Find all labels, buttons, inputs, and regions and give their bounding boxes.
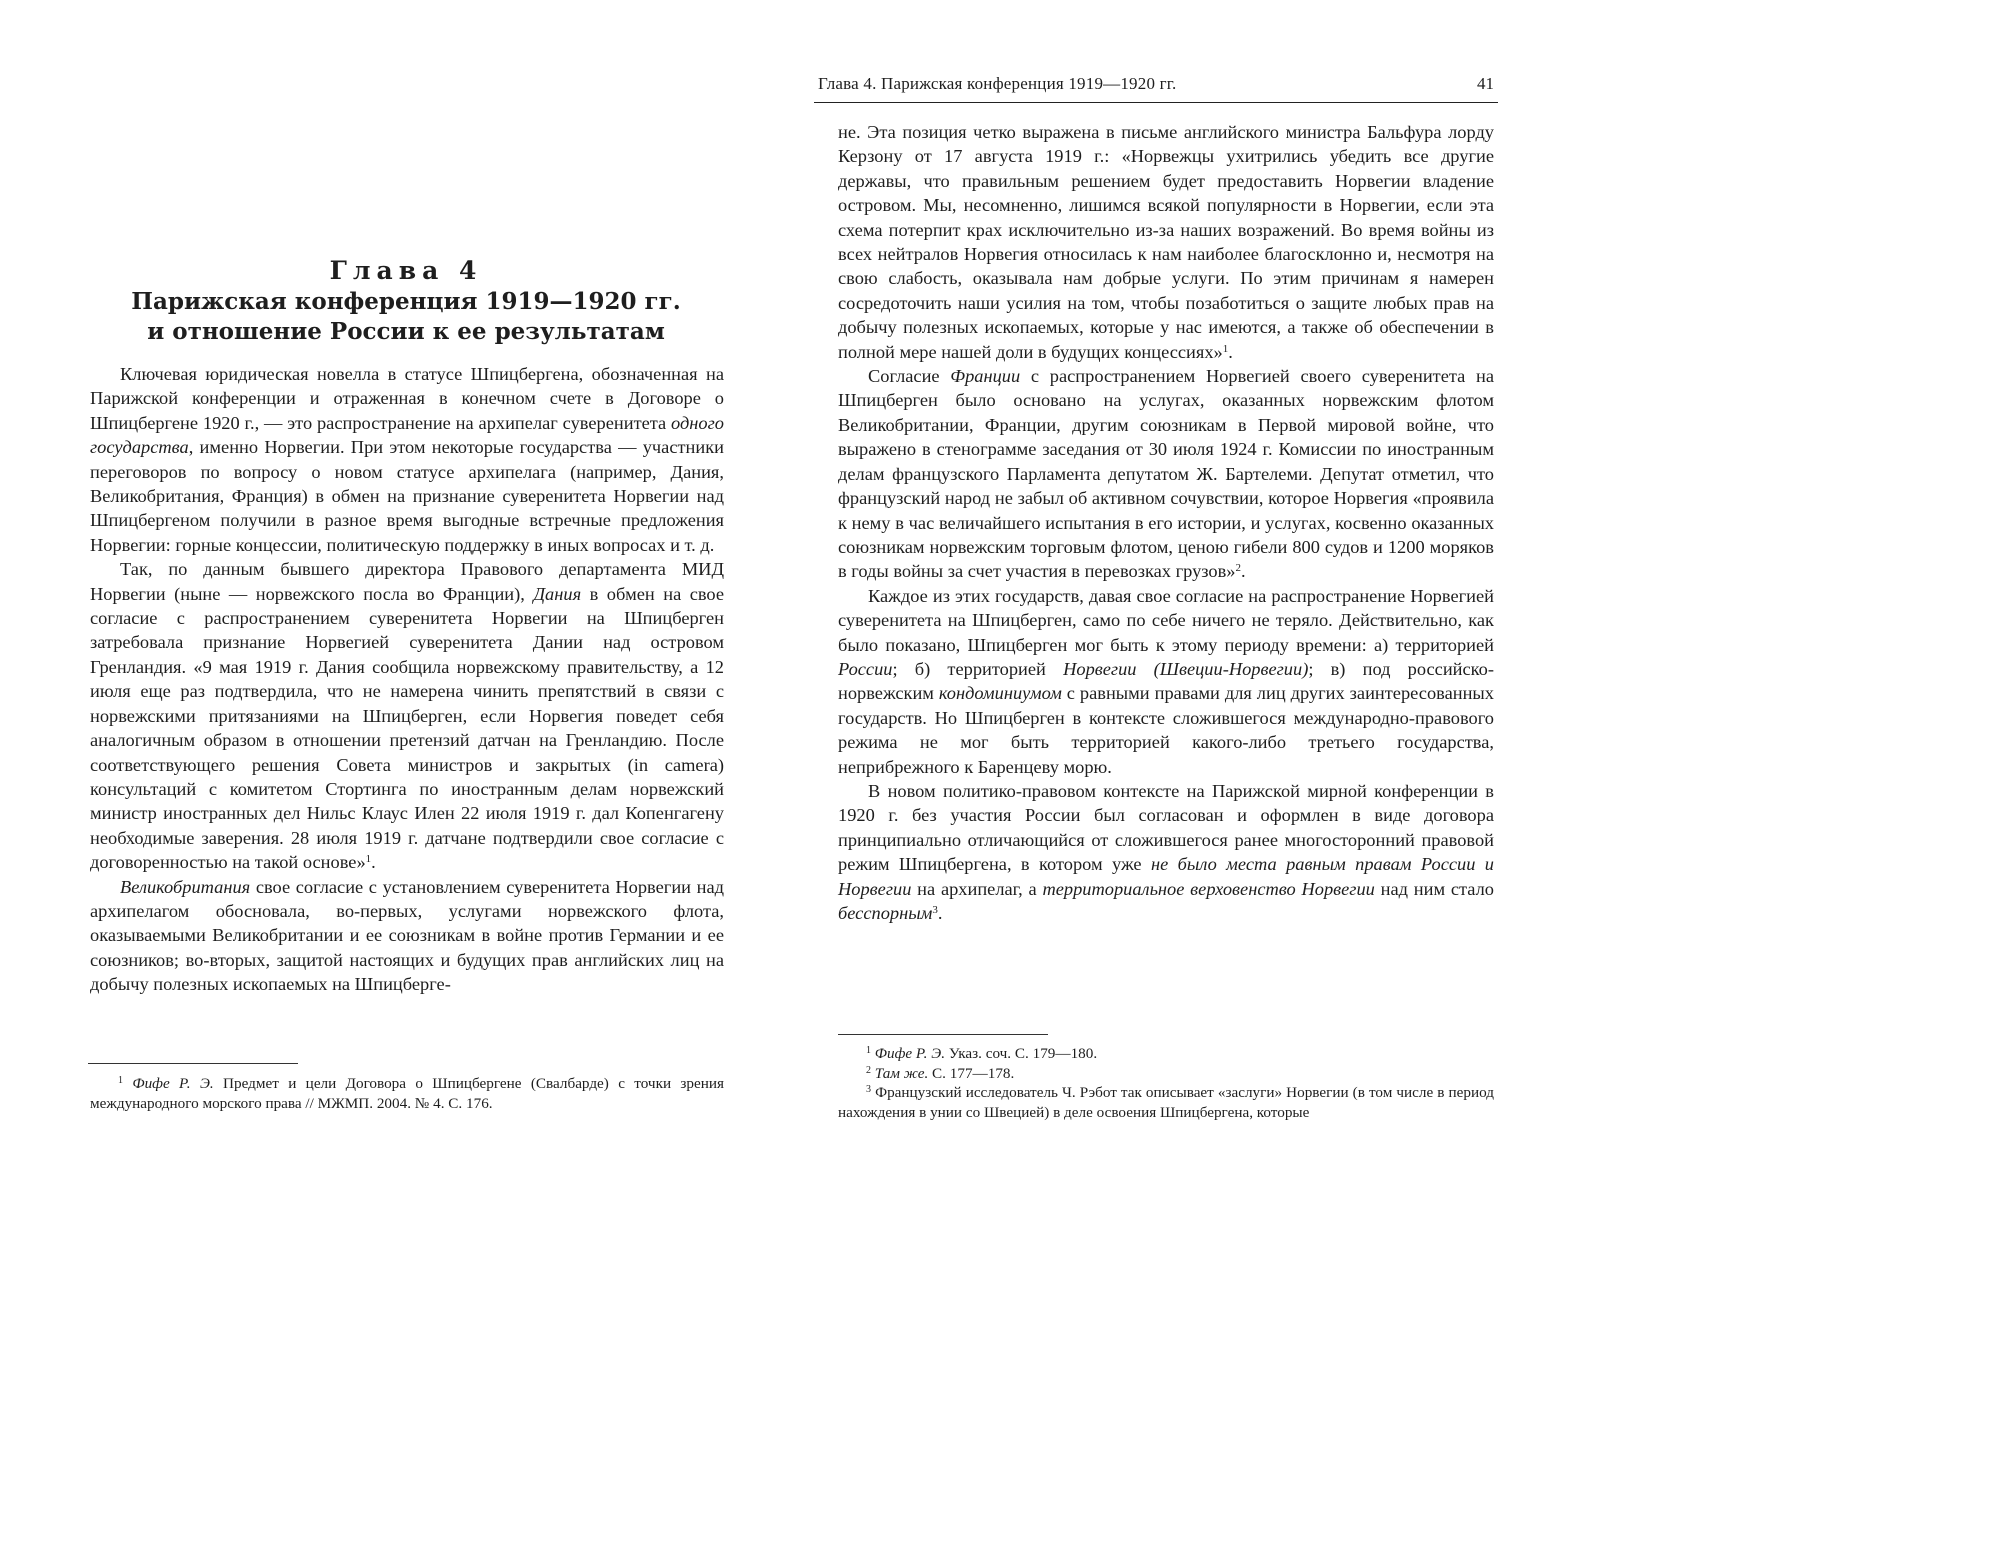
text: на архипелаг, а [911,878,1043,899]
text: Ключевая юридическая новелла в статусе Шпицбергена, обозначенная на Парижской конференции и отраженная в конечном счете в Договоре о Шпицбергене 1920 г., — это распространение на архипелаг суверенитета [90,364,724,433]
text: Указ. соч. С. 179—180. [945,1045,1098,1062]
text: . [371,852,376,873]
italic-text: не было места равным правам России и Норвегии [838,854,1494,899]
text: , именно Норвегии. При этом некоторые государства — участники переговоров по вопросу о новом статусе архипелага (например, Дания, Великобритания, Франция) в обмен на признание суверенитета Норвегии над Шпицбергеном получили в разное время выгодные встречные предложения Норвегии: горные концессии, политическую поддержку в иных вопросах и т. д. [90,437,724,555]
paragraph [838,779,1494,925]
footnote-number: 1 [118,1075,123,1086]
text: свое согласие с установлением суверенитета Норвегии над архипелагом обосновала, во-первых, услугами норвежского флота, оказываемыми Великобритании и ее союзникам в войне против Германии и ее союзников; во-вторых, защитой настоящих и будущих прав английских лиц на добычу полезных ископаемых на Шпицберге- [90,876,724,995]
right-footnotes [838,1044,1494,1122]
footnote-ref[interactable]: 2 [1235,562,1241,575]
text: С. 177—178. [928,1064,1015,1082]
italic-text: Фифе Р. Э. [132,1075,214,1092]
paragraph [90,875,724,997]
italic-text: Великобритания [120,876,251,897]
right-page [784,0,1568,1213]
text: Так, по данным бывшего директора Правового департамента МИД Норвегии (ныне — норвежского посла во Франции), [90,559,724,604]
text: . [937,903,943,923]
right-body-text [838,120,1494,925]
text: . [1228,341,1233,362]
text: с равными правами для лиц других заинтересованных государств. Но Шпицберген в контексте сложившегося международно-правового режима не мог быть территорией какого-либо третьего государства, неприбрежного к Баренцеву морю. [838,683,1494,777]
footnote-number: 1 [866,1045,871,1056]
text: в обмен на свое согласие с распространением суверенитета Норвегии на Шпицберген затребовала признание Норвегией суверенитета Дании над островом Гренландия. «9 мая 1919 г. Дания сообщила норвежскому правительству, а 12 июля еще раз подтвердила, что не намерена чинить препятствий в связи с норвежскими притязаниями на Шпицберген, если Норвегия поведет себя аналогичным образом в отношении претензий датчан на Гренландию. После соответствующего решения Совета министров и закрытых (in camera) консультаций с комитетом Стортинга по иностранным делам норвежский министр иностранных дел Нильс Клаус Илен 22 июля 1919 г. дал Копенгагену необходимые заверения. 28 июля 1919 г. датчане подтвердили свое согласие с договоренностью на такой основе» [90,583,725,873]
chapter-title-line-2: и отношение России к ее результатам [147,318,665,345]
text: Согласие [868,366,951,387]
paragraph [838,120,1494,364]
footnote-ref[interactable]: 3 [932,904,938,916]
page-number: 41 [1477,74,1494,93]
text: ; б) территорией [892,658,1064,679]
left-footnotes [90,1074,724,1113]
footnote [838,1044,1494,1064]
left-body-text [90,362,724,997]
italic-text: бесспорным [838,903,933,923]
text: Предмет и цели Договора о Шпицбергене (Свалбарде) с точки зрения международного морского права // МЖМП. 2004. № 4. С. 176. [90,1075,725,1112]
chapter-title-line-1: Парижская конференция 1919—1920 гг. [131,288,681,315]
text: не. Эта позиция четко выражена в письме английского министра Бальфура лорду Керзону от 17 августа 1919 г.: «Норвежцы ухитрились убедить все другие державы, что правильным решением будет предоставить Норвегии владение островом. Мы, несомненно, лишимся всякой популярности в Норвегии, если эта схема потерпит крах исключительно из-за наших возражений. Во время войны из всех нейтралов Норвегия относилась к нам наиболее благосклонно и, несмотря на свою слабость, оказывала нам добрые услуги. По этим причинам я намерен сосредоточить наши усилия на том, чтобы позаботиться о защите любых прав на добычу полезных ископаемых, которые у нас имеются, а также об обеспечении в полной мере нашей доли в будущих концессиях» [838,122,1494,362]
text: над ним стало [1374,878,1494,899]
italic-text: России [838,658,893,679]
italic-text: кондоминиумом [938,683,1062,704]
footnote-divider [88,1063,298,1064]
running-head: Глава 4. Парижская конференция 1919—1920 гг. [818,74,1177,93]
italic-text: Фифе Р. Э. [874,1045,946,1062]
header-rule [814,102,1498,103]
text: Каждое из этих государств, давая свое согласие на распространение Норвегией суверенитета на Шпицберген, само по себе ничего не теряло. Действительно, как было показано, Шпицберген мог быть к этому периоду времени: а) территорией [838,585,1494,655]
italic-text: Там же. [874,1064,929,1082]
footnote-ref[interactable]: 1 [1222,342,1229,355]
footnote-divider [838,1034,1048,1035]
footnote-number: 2 [866,1064,871,1076]
italic-text: Норвегии (Швеции-Норвегии) [1063,658,1309,679]
chapter-label: Глава 4 [329,256,483,285]
text: Французский исследователь Ч. Рэбот так описывает «заслуги» Норвегии (в том числе в период нахождения в унии со Швецией) в деле освоения Шпицбергена, которые [838,1084,1494,1121]
italic-text: территориальное верховенство Норвегии [1042,878,1375,899]
footnote [838,1083,1494,1122]
left-page [0,0,784,1213]
text: В новом политико-правовом контексте на Парижской мирной конференции в 1920 г. без участия России был согласован и оформлен в виде договора принципиально отличающийся от сложившегося ранее многосторонний правовой режим Шпицбергена, в котором уже [838,780,1494,875]
paragraph [90,557,724,874]
footnote-ref[interactable]: 1 [365,853,372,866]
paragraph [838,584,1494,779]
footnote [90,1074,724,1113]
italic-text: Дания [533,583,582,604]
text: с распространением Норвегией своего суверенитета на Шпицберген было основано на услугах, оказанных норвежским флотом Великобритании, Франции, другим союзникам в Первой мировой войне, что выражено в стенограмме заседания от 30 июля 1924 г. Комиссии по иностранным делам французского Парламента депутатом Ж. Бартелеми. Депутат отметил, что французский народ не забыл об активном сочувствии, которое Норвегия «проявила к нему в час величайшего испытания в его истории, и услугах, косвенно оказанных союзникам норвежским торговым флотом, ценою гибели 800 судов и 1200 моряков в годы войны за счет участия в перевозках грузов» [838,366,1494,582]
italic-text: Франции [950,366,1021,387]
paragraph [90,362,724,557]
footnote-number: 3 [866,1084,871,1096]
footnote [838,1064,1494,1084]
paragraph [838,364,1494,584]
text: ; в) под российско-норвежским [838,658,1494,704]
chapter-heading [88,254,724,347]
italic-text: одного государства [90,412,724,458]
text: . [1241,561,1246,582]
